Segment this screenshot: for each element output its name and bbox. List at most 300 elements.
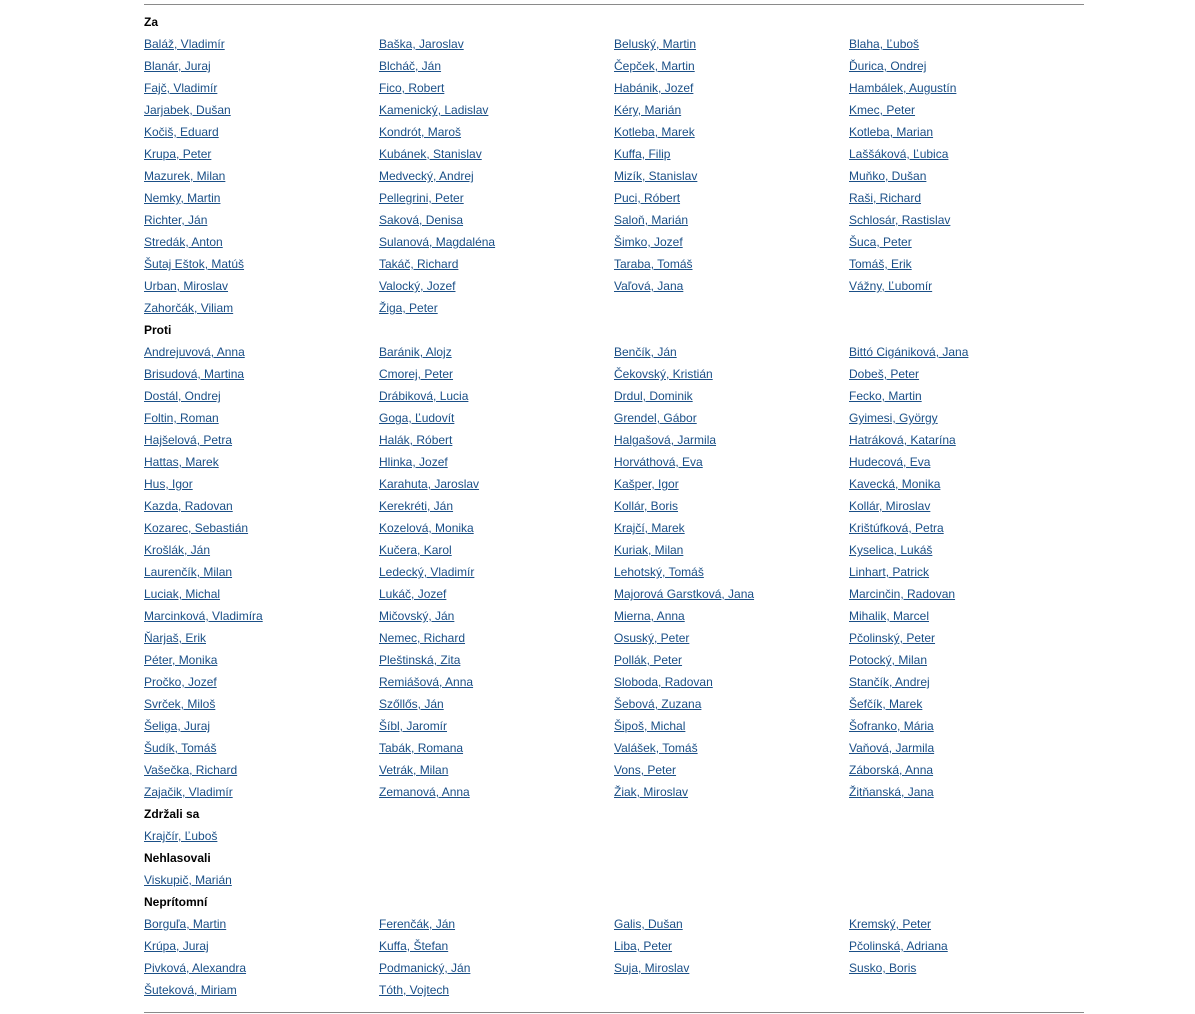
list-item [144,737,379,759]
deputy-link[interactable]: Šuca, Peter [849,235,912,249]
deputy-link[interactable]: Pollák, Peter [614,653,683,667]
list-item [379,539,614,561]
deputy-link[interactable]: Krajčír, Ľuboš [144,829,218,843]
list-item [144,429,379,451]
list-item [379,759,614,781]
deputy-link[interactable]: Hus, Igor [144,477,193,491]
list-item [379,275,614,297]
deputy-link[interactable]: Péter, Monika [144,653,218,667]
list-item [379,429,614,451]
list-item [379,99,614,121]
vote-group-proti [144,319,1084,803]
list-item [849,715,1084,737]
list-item [849,33,1084,55]
deputy-link[interactable]: Šeliga, Juraj [144,719,211,733]
list-item [849,473,1084,495]
deputy-link[interactable]: Pčolinský, Peter [849,631,936,645]
list-item [379,495,614,517]
list-item [144,781,379,803]
list-item [144,297,379,319]
deputy-link[interactable]: Hambálek, Augustín [849,81,957,95]
list-item [849,913,1084,935]
deputy-link[interactable]: Kuffa, Filip [614,147,671,161]
deputy-link[interactable]: Kozelová, Monika [379,521,474,535]
list-item [144,935,379,957]
deputy-link[interactable]: Horváthová, Eva [614,455,703,469]
deputy-link[interactable]: Mihalik, Marcel [849,609,930,623]
list-item [849,957,1084,979]
list-item [849,495,1084,517]
vote-group-za [144,11,1084,319]
deputy-link[interactable]: Kučera, Karol [379,543,452,557]
list-item [144,407,379,429]
list-item [144,913,379,935]
deputy-link[interactable]: Krajčí, Marek [614,521,685,535]
deputy-link[interactable]: Benčík, Ján [614,345,677,359]
list-item [849,759,1084,781]
list-item [614,957,849,979]
deputy-link[interactable]: Mazurek, Milan [144,169,226,183]
deputy-link[interactable]: Blcháč, Ján [379,59,442,73]
list-item [849,517,1084,539]
list-item [614,935,849,957]
deputy-link[interactable]: Vaňová, Jarmila [849,741,935,755]
list-item [849,363,1084,385]
list-item [379,957,614,979]
deputy-link[interactable]: Saloň, Marián [614,213,689,227]
deputy-link[interactable]: Žiak, Miroslav [614,785,689,799]
list-item [849,253,1084,275]
deputy-link[interactable]: Kerekréti, Ján [379,499,454,513]
list-item [379,209,614,231]
deputy-link[interactable]: Karahuta, Jaroslav [379,477,480,491]
list-item [379,715,614,737]
list-item [614,253,849,275]
deputy-link[interactable]: Laššáková, Ľubica [849,147,949,161]
list-item [614,187,849,209]
deputy-link[interactable]: Kmec, Peter [849,103,916,117]
list-item [849,539,1084,561]
list-item [614,737,849,759]
deputy-link[interactable]: Habánik, Jozef [614,81,694,95]
list-item [379,121,614,143]
list-item [379,693,614,715]
list-item [379,671,614,693]
list-item [614,209,849,231]
deputy-link[interactable]: Puci, Róbert [614,191,681,205]
deputy-link[interactable]: Kondrót, Maroš [379,125,462,139]
list-item [144,979,379,1001]
list-item [849,77,1084,99]
deputy-link[interactable]: Valášek, Tomáš [614,741,698,755]
deputy-link[interactable]: Pellegrini, Peter [379,191,464,205]
deputy-link[interactable]: Baška, Jaroslav [379,37,464,51]
list-item [614,451,849,473]
list-item [614,143,849,165]
list-item [849,385,1084,407]
list-item [379,55,614,77]
deputy-link[interactable]: Urban, Miroslav [144,279,229,293]
deputy-link[interactable]: Vons, Peter [614,763,677,777]
vote-group-zdrzali-sa [144,803,1084,847]
deputy-link[interactable]: Šebová, Zuzana [614,697,702,711]
deputy-link[interactable]: Žitňanská, Jana [849,785,934,799]
list-item [614,77,849,99]
deputy-link[interactable]: Muňko, Dušan [849,169,927,183]
deputy-link[interactable]: Mizík, Stanislav [614,169,698,183]
deputy-link[interactable]: Taraba, Tomáš [614,257,693,271]
deputy-link[interactable]: Tomáš, Erik [849,257,912,271]
list-item [614,99,849,121]
deputy-link[interactable]: Hattas, Marek [144,455,219,469]
list-item [614,715,849,737]
deputy-link[interactable]: Schlosár, Rastislav [849,213,951,227]
list-item [614,495,849,517]
list-item [614,407,849,429]
group-heading: Proti [144,323,172,337]
deputy-link[interactable]: Goga, Ľudovít [379,411,455,425]
list-item [849,275,1084,297]
deputy-link[interactable]: Luciak, Michal [144,587,221,601]
deputy-link[interactable]: Grendel, Gábor [614,411,697,425]
deputy-link[interactable]: Baránik, Alojz [379,345,452,359]
deputy-link[interactable]: Ferenčák, Ján [379,917,456,931]
group-heading: Neprítomní [144,895,208,909]
deputy-link[interactable]: Raši, Richard [849,191,922,205]
deputy-link[interactable]: Kozarec, Sebastián [144,521,249,535]
deputy-link[interactable]: Šutaj Eštok, Matúš [144,257,245,271]
deputy-link[interactable]: Blaha, Ľuboš [849,37,920,51]
deputy-link[interactable]: Halák, Róbert [379,433,453,447]
list-item [379,385,614,407]
list-item [144,33,379,55]
list-item [614,671,849,693]
list-item [144,561,379,583]
list-item [614,429,849,451]
list-item [379,165,614,187]
deputy-link[interactable]: Kubánek, Stanislav [379,147,482,161]
list-item [849,231,1084,253]
list-item [379,781,614,803]
deputy-link[interactable]: Kavecká, Monika [849,477,941,491]
deputy-link[interactable]: Liba, Peter [614,939,673,953]
list-item [144,649,379,671]
deputy-link[interactable]: Krošlák, Ján [144,543,211,557]
list-item [144,605,379,627]
list-item [614,539,849,561]
list-item [379,737,614,759]
list-item [849,209,1084,231]
list-item [849,737,1084,759]
list-item [379,605,614,627]
list-item [144,715,379,737]
list-item [144,693,379,715]
list-item [849,143,1084,165]
deputy-link[interactable]: Suja, Miroslav [614,961,690,975]
deputy-link[interactable]: Kuffa, Štefan [379,939,449,953]
deputy-link[interactable]: Fico, Robert [379,81,445,95]
deputy-link[interactable]: Szőllős, Ján [379,697,444,711]
deputy-link[interactable]: Vážny, Ľubomír [849,279,933,293]
deputy-link[interactable]: Richter, Ján [144,213,208,227]
deputy-link[interactable]: Žiga, Peter [379,301,438,315]
list-item [849,451,1084,473]
list-item [144,77,379,99]
bottom-divider [144,1012,1084,1013]
deputy-link[interactable]: Šíbl, Jaromír [379,719,448,733]
deputy-link[interactable]: Linhart, Patrick [849,565,930,579]
deputy-link[interactable]: Hatráková, Katarína [849,433,956,447]
list-item [144,473,379,495]
list-item [849,627,1084,649]
deputy-link[interactable]: Lukáč, Jozef [379,587,447,601]
list-item [379,341,614,363]
list-item [379,231,614,253]
list-item [614,231,849,253]
deputy-link[interactable]: Valocký, Jozef [379,279,456,293]
list-item [849,781,1084,803]
list-item [849,99,1084,121]
deputy-link[interactable]: Nemec, Richard [379,631,466,645]
top-divider [144,4,1084,5]
deputy-link[interactable]: Tóth, Vojtech [379,983,450,997]
list-item [849,935,1084,957]
list-item [849,693,1084,715]
list-item [614,473,849,495]
list-item [144,275,379,297]
list-item [144,583,379,605]
list-item [614,561,849,583]
deputy-link[interactable]: Stančík, Andrej [849,675,930,689]
deputy-link[interactable]: Šefčík, Marek [849,697,923,711]
list-item [144,869,379,891]
list-item [379,253,614,275]
deputy-link[interactable]: Vaľová, Jana [614,279,684,293]
list-item [379,143,614,165]
deputy-link[interactable]: Ňarjaš, Erik [144,631,207,645]
group-heading: Za [144,15,159,29]
deputy-link[interactable]: Kéry, Marián [614,103,682,117]
list-item [144,231,379,253]
deputy-link[interactable]: Šimko, Jozef [614,235,683,249]
list-item [379,627,614,649]
deputy-link[interactable]: Čekovský, Kristián [614,367,713,381]
deputy-link[interactable]: Lehotský, Tomáš [614,565,704,579]
list-item [379,451,614,473]
list-item [849,605,1084,627]
deputy-link[interactable]: Remiášová, Anna [379,675,474,689]
list-item [144,495,379,517]
deputy-link[interactable]: Hlinka, Jozef [379,455,448,469]
deputy-link[interactable]: Andrejuvová, Anna [144,345,245,359]
deputy-link[interactable]: Gyimesi, György [849,411,938,425]
list-item [849,583,1084,605]
vote-group-nehlasovali [144,847,1084,891]
list-item [614,605,849,627]
list-item [144,143,379,165]
list-item [144,627,379,649]
deputy-link[interactable]: Sloboda, Radovan [614,675,713,689]
deputy-link[interactable]: Mičovský, Ján [379,609,455,623]
deputy-link[interactable]: Hudecová, Eva [849,455,931,469]
list-item [144,517,379,539]
list-item [144,759,379,781]
deputy-link[interactable]: Krúpa, Juraj [144,939,209,953]
list-item [614,33,849,55]
deputy-link[interactable]: Kyselica, Lukáš [849,543,933,557]
list-item [379,407,614,429]
deputy-link[interactable]: Ledecký, Vladimír [379,565,475,579]
deputy-link[interactable]: Kremský, Peter [849,917,932,931]
list-item [614,649,849,671]
deputy-link[interactable]: Fajč, Vladimír [144,81,218,95]
deputy-link[interactable]: Potocký, Milan [849,653,928,667]
deputy-link[interactable]: Ďurica, Ondrej [849,59,927,73]
names-grid [144,33,1084,319]
list-item [379,649,614,671]
list-item [144,363,379,385]
deputy-link[interactable]: Kašper, Igor [614,477,679,491]
deputy-link[interactable]: Kotleba, Marian [849,125,934,139]
deputy-link[interactable]: Beluský, Martin [614,37,697,51]
list-item [849,649,1084,671]
list-item [614,781,849,803]
deputy-link[interactable]: Kotleba, Marek [614,125,695,139]
names-grid [144,869,1084,891]
deputy-link[interactable]: Drábiková, Lucia [379,389,469,403]
deputy-link[interactable]: Dostál, Ondrej [144,389,221,403]
list-item [614,385,849,407]
deputy-link[interactable]: Mierna, Anna [614,609,685,623]
list-item [849,561,1084,583]
names-grid [144,825,1084,847]
deputy-link[interactable]: Osuský, Peter [614,631,690,645]
deputy-link[interactable]: Vašečka, Richard [144,763,238,777]
deputy-link[interactable]: Blanár, Juraj [144,59,211,73]
list-item [614,693,849,715]
deputy-link[interactable]: Halgašová, Jarmila [614,433,717,447]
list-item [379,363,614,385]
deputy-link[interactable]: Takáč, Richard [379,257,459,271]
list-item [144,341,379,363]
list-item [144,539,379,561]
deputy-link[interactable]: Laurenčík, Milan [144,565,233,579]
deputy-link[interactable]: Pivková, Alexandra [144,961,247,975]
deputy-link[interactable]: Susko, Boris [849,961,917,975]
deputy-link[interactable]: Záborská, Anna [849,763,934,777]
deputy-link[interactable]: Pčolinská, Adriana [849,939,948,953]
list-item [379,77,614,99]
list-item [379,297,614,319]
deputy-link[interactable]: Pročko, Jozef [144,675,217,689]
list-item [144,825,379,847]
deputy-link[interactable]: Zahorčák, Viliam [144,301,234,315]
list-item [379,913,614,935]
deputy-link[interactable]: Brisudová, Martina [144,367,245,381]
list-item [614,583,849,605]
list-item [379,583,614,605]
deputy-link[interactable]: Zemanová, Anna [379,785,470,799]
list-item [614,121,849,143]
deputy-link[interactable]: Kočiš, Eduard [144,125,219,139]
list-item [379,33,614,55]
deputy-link[interactable]: Jarjabek, Dušan [144,103,231,117]
list-item [144,209,379,231]
list-item [379,935,614,957]
deputy-link[interactable]: Krupa, Peter [144,147,212,161]
deputy-link[interactable]: Foltin, Roman [144,411,219,425]
list-item [849,671,1084,693]
deputy-link[interactable]: Vetrák, Milan [379,763,449,777]
deputy-link[interactable]: Viskupič, Marián [144,873,232,887]
deputy-link[interactable]: Tabák, Romana [379,741,464,755]
deputy-link[interactable]: Šipoš, Michal [614,719,686,733]
deputy-link[interactable]: Nemky, Martin [144,191,221,205]
list-item [614,55,849,77]
deputy-link[interactable]: Marcinková, Vladimíra [144,609,263,623]
names-grid [144,341,1084,803]
group-heading: Zdržali sa [144,807,200,821]
deputy-link[interactable]: Kollár, Boris [614,499,679,513]
list-item [379,517,614,539]
deputy-link[interactable]: Pleštinská, Zita [379,653,461,667]
deputy-link[interactable]: Šuteková, Miriam [144,983,237,997]
list-item [144,957,379,979]
list-item [379,561,614,583]
list-item [144,671,379,693]
deputy-link[interactable]: Šofranko, Mária [849,719,934,733]
deputy-link[interactable]: Cmorej, Peter [379,367,454,381]
names-grid [144,913,1084,1001]
list-item [614,341,849,363]
list-item [144,99,379,121]
list-item [379,979,614,1001]
deputy-link[interactable]: Krištúfková, Petra [849,521,944,535]
deputy-link[interactable]: Kazda, Radovan [144,499,233,513]
vote-results-list [144,11,1084,1001]
vote-group-nepritomni [144,891,1084,1001]
deputy-link[interactable]: Saková, Denisa [379,213,464,227]
deputy-link[interactable]: Kuriak, Milan [614,543,684,557]
list-item [144,385,379,407]
list-item [849,165,1084,187]
deputy-link[interactable]: Stredák, Anton [144,235,223,249]
deputy-link[interactable]: Hajšelová, Petra [144,433,233,447]
deputy-link[interactable]: Medvecký, Andrej [379,169,474,183]
deputy-link[interactable]: Marcinčin, Radovan [849,587,956,601]
deputy-link[interactable]: Bittó Cigániková, Jana [849,345,969,359]
deputy-link[interactable]: Fecko, Martin [849,389,922,403]
deputy-link[interactable]: Šudík, Tomáš [144,741,217,755]
deputy-link[interactable]: Sulanová, Magdaléna [379,235,496,249]
deputy-link[interactable]: Svrček, Miloš [144,697,216,711]
deputy-link[interactable]: Galis, Dušan [614,917,683,931]
deputy-link[interactable]: Dobeš, Peter [849,367,920,381]
list-item [614,363,849,385]
deputy-link[interactable]: Borguľa, Martin [144,917,227,931]
deputy-link[interactable]: Kollár, Miroslav [849,499,931,513]
deputy-link[interactable]: Podmanický, Ján [379,961,471,975]
list-item [379,187,614,209]
deputy-link[interactable]: Čepček, Martin [614,59,695,73]
deputy-link[interactable]: Baláž, Vladimír [144,37,225,51]
deputy-link[interactable]: Drdul, Dominik [614,389,693,403]
deputy-link[interactable]: Majorová Garstková, Jana [614,587,755,601]
deputy-link[interactable]: Kamenický, Ladislav [379,103,489,117]
list-item [614,759,849,781]
list-item [614,517,849,539]
deputy-link[interactable]: Zajačik, Vladimír [144,785,233,799]
